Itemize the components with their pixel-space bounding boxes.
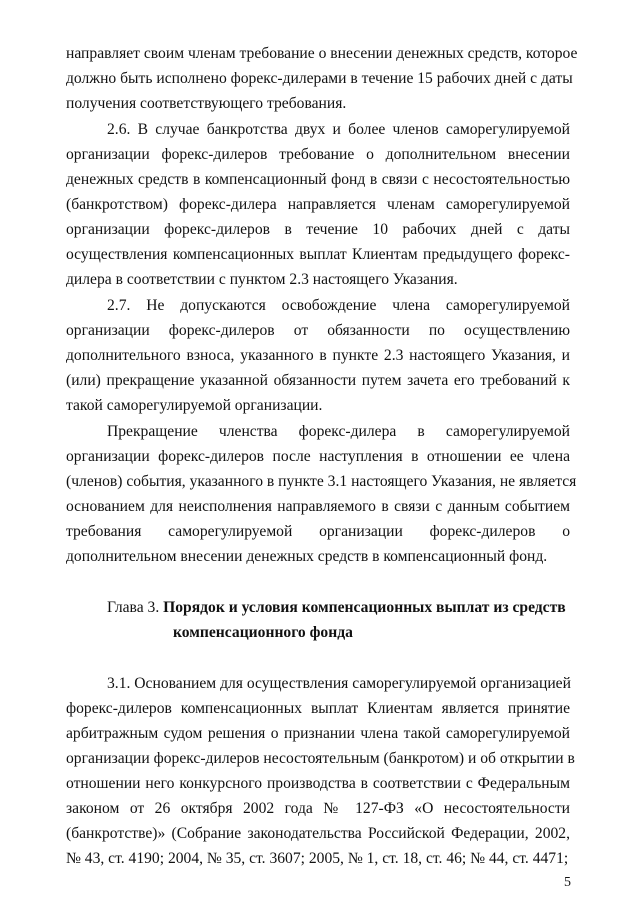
text-line: денежных средств в компенсационный фонд в связи с несостоятельностью [66, 171, 570, 188]
text-line: отношении него конкурсного производства в соответствии с Федеральным [66, 775, 570, 792]
text-line: дополнительного взноса, указанного в пункте 2.3 настоящего Указания, и [66, 347, 570, 364]
text-line: должно быть исполнено форекс-дилерами в течение 15 рабочих дней с даты [66, 70, 573, 87]
text-line: арбитражным судом решения о признании члена такой саморегулируемой [66, 725, 570, 742]
chapter-heading [107, 598, 566, 618]
chapter-title-line-1: Порядок и условия компенсационных выплат из средств [163, 599, 566, 616]
text-line: организации форекс-дилеров требование о дополнительном внесении [66, 146, 570, 163]
text-line: организации форекс-дилеров несостоятельным (банкротом) и об открытии в [66, 750, 575, 767]
text-line: 2.7. Не допускаются освобождение члена саморегулируемой [107, 297, 570, 314]
text-line: форекс-дилеров компенсационных выплат Клиентам является принятие [66, 700, 570, 717]
text-line: основанием для неисполнения направляемого в связи с данным событием [66, 498, 570, 515]
text-line: 2.6. В случае банкротства двух и более членов саморегулируемой [107, 121, 570, 138]
text-line: (банкротстве)» (Собрание законодательства Российской Федерации, 2002, [66, 825, 570, 842]
text-line: (банкротством) форекс-дилера направляется членам саморегулируемой [66, 196, 570, 213]
text-line: организации форекс-дилеров в течение 10 рабочих дней с даты [66, 221, 570, 238]
text-line: осуществления компенсационных выплат Клиентам предыдущего форекс- [66, 246, 570, 263]
text-line: (или) прекращение указанной обязанности путем зачета его требований к [66, 372, 570, 389]
chapter-label: Глава 3. [107, 599, 160, 616]
text-line: организации форекс-дилеров после наступления в отношении ее члена [66, 448, 570, 465]
text-line: такой саморегулируемой организации. [66, 397, 323, 414]
page-number: 5 [564, 875, 571, 890]
chapter-title-line-2: компенсационного фонда [173, 624, 353, 641]
text-line: дополнительном внесении денежных средств в компенсационный фонд. [66, 548, 548, 565]
chapter-heading-continuation [173, 623, 353, 643]
text-line: дилера в соответствии с пунктом 2.3 настоящего Указания. [66, 271, 458, 288]
text-line: № 43, ст. 4190; 2004, № 35, ст. 3607; 2005, № 1, ст. 18, ст. 46; № 44, ст. 4471; [66, 850, 569, 867]
text-line: организации форекс-дилеров от обязанности по осуществлению [66, 322, 570, 339]
text-line: Прекращение членства форекс-дилера в саморегулируемой [107, 423, 570, 440]
text-line: законом от 26 октября 2002 года № 127-ФЗ «О несостоятельности [66, 800, 570, 817]
text-line: получения соответствующего требования. [66, 95, 347, 112]
text-line: направляет своим членам требование о внесении денежных средств, которое [66, 45, 578, 62]
text-line: требования саморегулируемой организации форекс-дилеров о [66, 523, 570, 540]
text-line: 3.1. Основанием для осуществления саморегулируемой организацией [107, 675, 571, 692]
text-line: (членов) события, указанного в пункте 3.1 настоящего Указания, не является [66, 473, 577, 490]
